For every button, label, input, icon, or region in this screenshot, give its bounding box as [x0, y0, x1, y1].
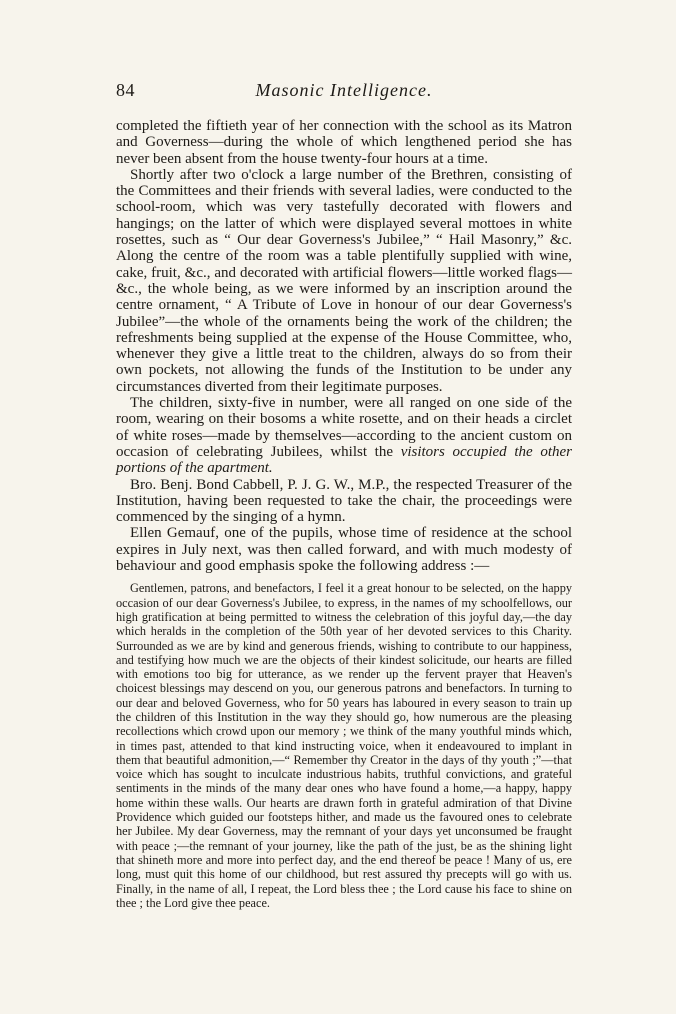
running-title: Masonic Intelligence. — [255, 80, 433, 100]
page-header — [116, 80, 572, 104]
paragraph-brethren-gathering: Shortly after two o'clock a large number of the Brethren, consisting of the Committees and their friends with several ladies, were conducted to the school-room, which was very tastefully decorated with flowers and hangings; on the latter of which were displayed several mottoes in white rosettes, such as “ Our dear Governess's Jubilee,” “ Hail Masonry,” &c. Along the centre of the room was a table plentifully supplied with wine, cake, fruit, &c., and decorated with artificial flowers—little worked flags—&c., the whole being, as we were informed by an inscription around the centre ornament, “ A Tribute of Love in honour of our dear Governess's Jubilee”—the whole of the ornaments being the work of the children; the refreshments being supplied at the expense of the House Committee, who, whenever they give a little treat to the children, always do so from their own pockets, not allowing the funds of the Institution to be under any circumstances diverted from their legitimate purposes. — [116, 166, 572, 395]
pupil-address: Gentlemen, patrons, and benefactors, I feel it a great honour to be selected, on the happy occasion of our dear Governess's Jubilee, to express, in the names of my schoolfellows, our high gratification at being permitted to witness the celebration of this joyful day,—the day which heralds in the completion of the 50th year of her devoted services to this Charity. Surrounded as we are by kind and generous friends, wishing to contribute to our happiness, and testifying how much we are the objects of their kindest solicitude, our hearts are filled with emotions too big for utterance, as we render up the fervent prayer that Heaven's choicest blessings may descend on you, our generous patrons and benefactors. In turning to our dear and beloved Governess, who for 50 years has laboured in every season to train up the children of this Institution in the way they should go, how numerous are the pleasing recollections which crowd upon our memory ; we think of the many youthful minds which, in times past, attended to that kind instructing voice, when it endeavoured to implant in them that beautiful admonition,—“ Remember thy Creator in the days of thy youth ;”—that voice which has sought to inculcate industrious habits, truthful convictions, and grateful sentiments in the minds of the many dear ones who have found a home,—a happy, happy home within these walls. Our hearts are drawn forth in grateful admiration of that Divine Providence which guided our footsteps hither, and made us the favoured ones to celebrate her Jubilee. My dear Governess, may the remnant of your days yet unconsumed be fraught with peace ;—the remnant of your journey, like the path of the just, be as the shining light that shineth more and more into perfect day, and the end thereof be peace ! Many of us, ere long, must quit this home of our childhood, but rest assured thy precepts will go with us. Finally, in the name of all, I repeat, the Lord bless thee ; the Lord cause his face to shine on thee ; the Lord give thee peace. — [116, 581, 572, 910]
paragraph-chairman: Bro. Benj. Bond Cabbell, P. J. G. W., M.P., the respected Treasurer of the Institution, having been requested to take the chair, the proceedings were commenced by the singing of a hymn. — [116, 476, 572, 526]
paragraph-pupil-address-intro: Ellen Gemauf, one of the pupils, whose time of residence at the school expires in July next, was then called forward, and with much modesty of behaviour and good emphasis spoke the following address :— — [116, 525, 572, 575]
paragraph-children — [116, 395, 572, 476]
page-number: 84 — [116, 80, 135, 100]
paragraph-continuation: completed the fiftieth year of her connection with the school as its Matron and Governess—during the whole of which lengthened period she has never been absent from the house twenty-four hours at a time. — [116, 118, 572, 167]
paragraph-children-text: The children, sixty-five in number, were all ranged on one side of the room, wearing on their bosoms a white rosette, and on their heads a circlet of white roses—made by themselves—according to the ancient custom on occasion of celebrating Jubilees, whilst the — [116, 395, 572, 460]
paragraph-children-italic: visitors occupied the other portions of the apartment. — [116, 443, 572, 477]
page-body — [116, 118, 572, 910]
